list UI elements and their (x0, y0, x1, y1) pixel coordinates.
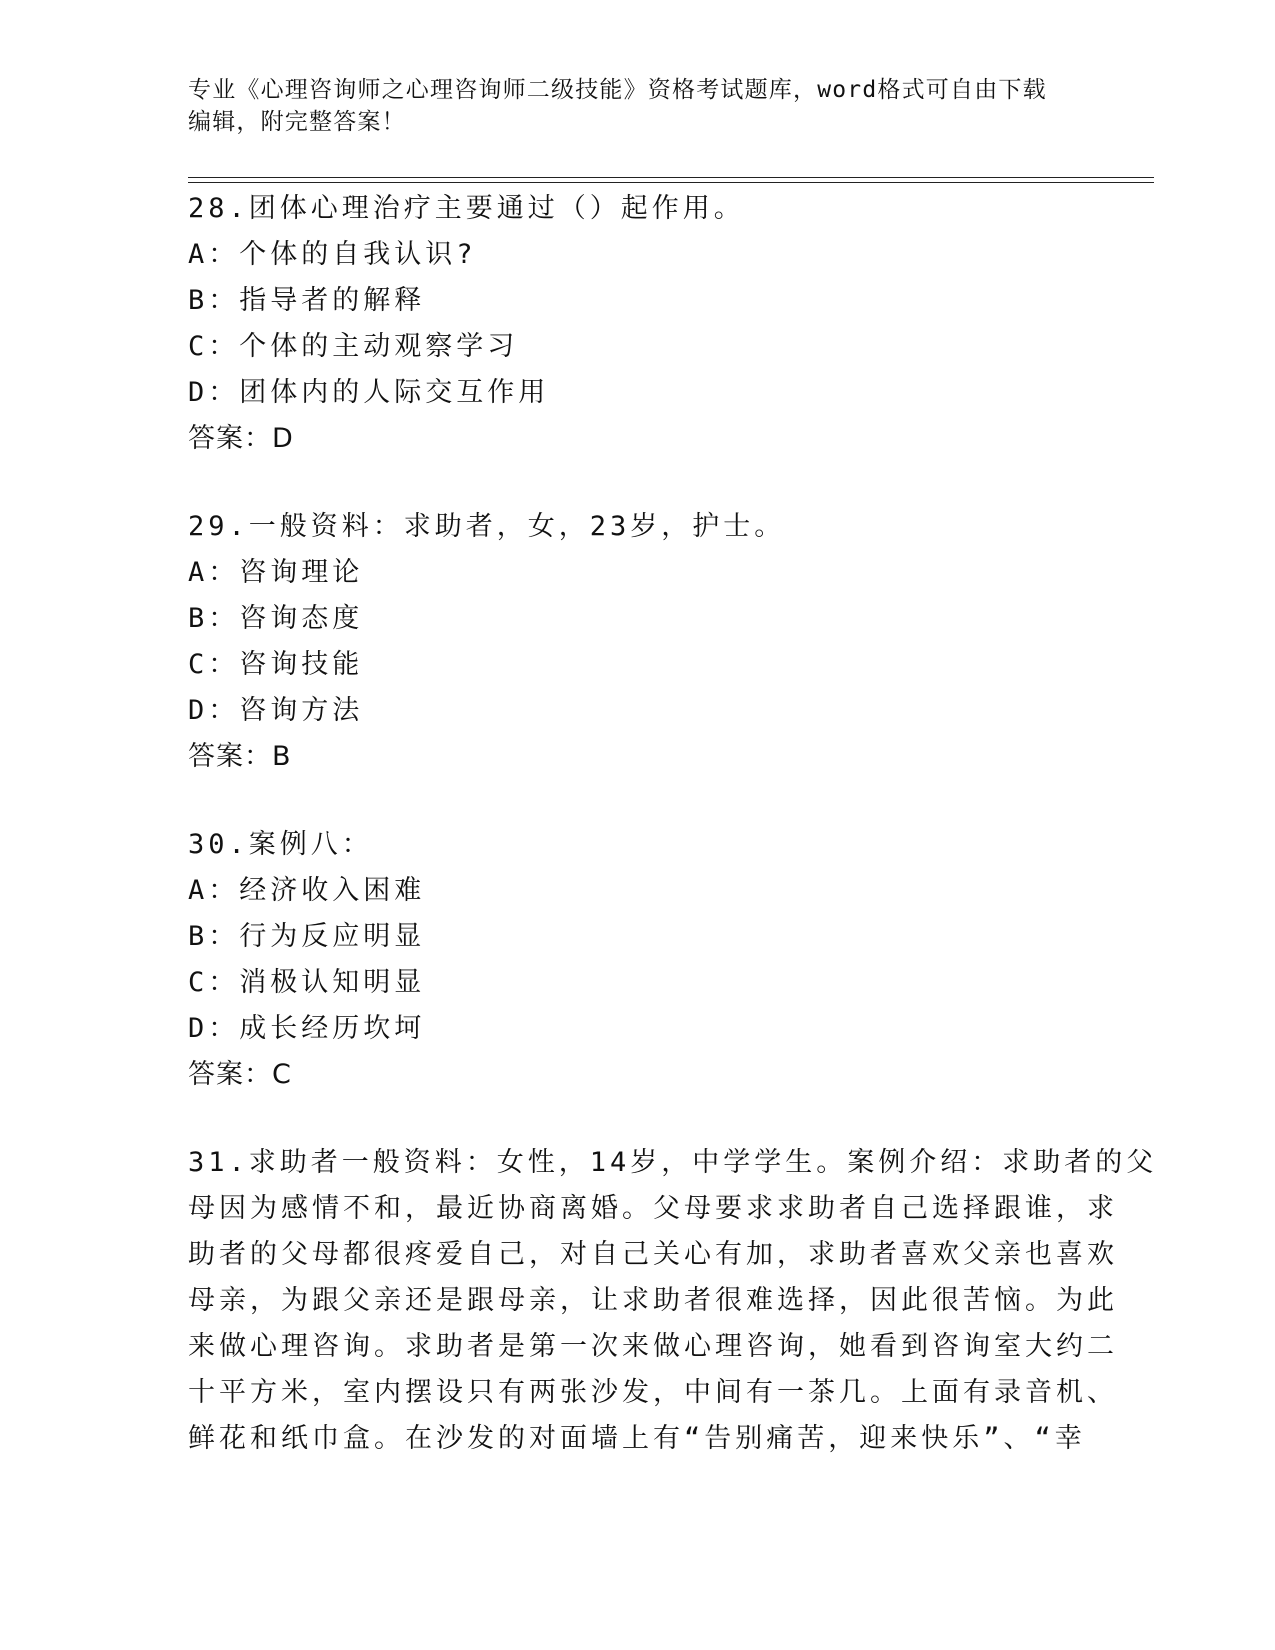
option-a: A：个体的自我认识? (188, 239, 477, 270)
option-d: D：成长经历坎坷 (188, 1013, 426, 1044)
header-divider-top (188, 177, 1154, 178)
question-31-line: 鲜花和纸巾盒。在沙发的对面墙上有“告别痛苦，迎来快乐”、“幸 (188, 1423, 1086, 1454)
question-31-line: 十平方米，室内摆设只有两张沙发，中间有一茶几。上面有录音机、 (188, 1377, 1118, 1408)
answer: 答案：D (188, 423, 294, 454)
option-c: C：消极认知明显 (188, 967, 426, 998)
option-d: D：团体内的人际交互作用 (188, 377, 550, 408)
question-30 (188, 822, 1088, 1098)
header-line-1: 专业《心理咨询师之心理咨询师二级技能》资格考试题库，word格式可自由下载 (188, 77, 1047, 103)
header-divider-bottom (188, 182, 1154, 183)
question-31-line: 助者的父母都很疼爱自己，对自己关心有加，求助者喜欢父亲也喜欢 (188, 1239, 1118, 1270)
question-31-line: 来做心理咨询。求助者是第一次来做心理咨询，她看到咨询室大约二 (188, 1331, 1118, 1362)
option-d: D：咨询方法 (188, 695, 364, 726)
question-list (188, 186, 1158, 1462)
question-stem: 29.一般资料：求助者，女，23岁，护士。 (188, 511, 786, 542)
option-b: B：咨询态度 (188, 603, 364, 634)
question-31-line: 母亲，为跟父亲还是跟母亲，让求助者很难选择，因此很苦恼。为此 (188, 1285, 1118, 1316)
question-stem: 28.团体心理治疗主要通过（）起作用。 (188, 193, 745, 224)
answer: 答案：C (188, 1059, 292, 1090)
question-29 (188, 504, 1088, 780)
option-c: C：咨询技能 (188, 649, 364, 680)
option-a: A：咨询理论 (188, 557, 364, 588)
question-stem: 30.案例八： (188, 829, 373, 860)
question-31-line: 母因为感情不和，最近协商离婚。父母要求求助者自己选择跟谁，求 (188, 1193, 1118, 1224)
question-31-line: 31.求助者一般资料：女性，14岁，中学学生。案例介绍：求助者的父 (188, 1147, 1158, 1178)
option-b: B：行为反应明显 (188, 921, 426, 952)
option-a: A：经济收入困难 (188, 875, 426, 906)
option-c: C：个体的主动观察学习 (188, 331, 519, 362)
answer: 答案：B (188, 741, 292, 772)
option-b: B：指导者的解释 (188, 285, 426, 316)
document-header (188, 74, 1068, 138)
question-28 (188, 186, 1088, 462)
question-31 (188, 1140, 1158, 1462)
header-line-2: 编辑，附完整答案！ (188, 109, 406, 135)
